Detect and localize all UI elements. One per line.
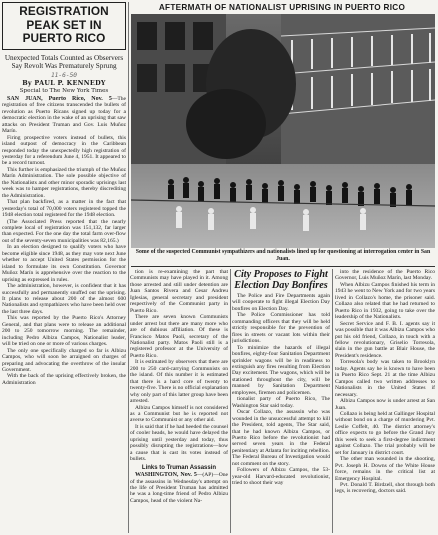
- col4-paragraph: Torresola's body was taken to Brooklyn today. Agents say he is known to have been in Puerto Rico Sept. 21 at the time Albizu Campos called two written addresses to Nationalists in the United States if necessary.: [335, 359, 435, 398]
- col4-paragraph: Albizu Campos now is under arrest at San Juan.: [335, 398, 435, 411]
- byline-name: By PAUL P. KENNEDY: [22, 79, 106, 88]
- article-subhead: Unexpected Totals Counted as Observers Say Revolt Was Prematurely Sprung: [4, 53, 124, 70]
- col2-paragraph: —(AP)—One of the assassins in Wednesday's attempt on the life of President Truman has admitted he was a long-time friend of Pedro Albizu Campos, head of the violent Na-: [130, 472, 228, 504]
- left-paragraph: With the back of the uprising effectively broken, the Administration: [2, 373, 126, 386]
- col3-paragraph: Followers of Albizu Campos, the 53-year-old Harvard-educated revolutionist, tried to shoot their way: [232, 467, 330, 487]
- column-rule: [230, 269, 231, 533]
- left-paragraph: This was reported by the Puerto Rico's Attorney General, and that plans were to release an additional 200 to 250 tomorrow morning. The remainder, including Pedro Albizu Campos, Nationalist leader, will be tried on one or more of various charges.: [2, 315, 126, 348]
- dateline: SAN JUAN, Puerto Rico, Nov. 5: [7, 95, 112, 102]
- left-paragraph: —The registration of free citizens transcended the bullets of revolution as Puerto Ricans signed up today for a democratic election in the wake of an uprising that saw attacks on President Truman and Gov. Luis Muñoz Marín.: [2, 95, 126, 135]
- col2-dateline: WASHINGTON, Nov. 5: [135, 472, 197, 479]
- col4-paragraph: Collazo is being held at Gallinger Hospital without bond on a charge of murdering Pvt. Leslie Coffelt, 40. The district attorney's office expects to go before the Grand Jury this week to seek a first-degree indictment against Collazo. The trial probably will be set for January in district court.: [335, 410, 435, 456]
- col3-paragraph: tionalist party of Puerto Rico, The Washington Star said today.: [232, 396, 330, 409]
- col2-paragraph: It is said that if he had heeded the counsel of cooler heads, he would have delayed the uprising until yesterday and today, thus possibly disrupting the registrations—how a cause that is cast its votes instead of bullets.: [130, 423, 228, 463]
- col2-paragraph: It is estimated by observers that there are 200 to 250 card-carrying Communists on the island. Of this number it is estimated that there is a hard core of twenty to twenty-five. There is no official explanation why only part of this latter group have been arrested.: [130, 359, 228, 405]
- photo-headline: AFTERMATH OF NATIONALIST UPRISING IN PUERTO RICO: [158, 3, 406, 12]
- col2-subhead: Links to Truman Assassin: [141, 464, 217, 471]
- column-2: [130, 269, 228, 533]
- col4-paragraph: When Albizu Campos finished his term in 1943 he went to New York and for two years lived in Collazo's home, the prisoner said. Collazo also related that he had returned to Puerto Rico in 1932, going to take over the leadership of the Nationalists.: [335, 281, 435, 321]
- col3-paragraph: The Police Commissioner has told commanding officers that they will be held strictly responsible for the prevention of fires in streets or vacant lots within their jurisdictions.: [232, 312, 330, 345]
- left-body: [2, 96, 126, 386]
- byline-note: Special to The New York Times: [19, 87, 109, 94]
- left-paragraph: The administration, however, is confident that it has successfully and permanently snuffed out the uprising. It plans to release about 200 of the almost 600 Nationalists and sympathizers who have been held over the last three days.: [2, 283, 126, 315]
- article-headline: REGISTRATION PEAK SET IN PUERTO RICO: [19, 4, 109, 45]
- col3-paragraph: The Police and Fire Departments again will cooperate to fight illegal Election Day bonfires on Election Day.: [232, 293, 330, 312]
- byline: [2, 80, 126, 94]
- handwritten-date: 11-6-50: [50, 72, 78, 80]
- col3-paragraph: Oscar Collazo, the assassin who was wounded in the unsuccessful attempt to kill the President, told agents, The Star said, that he had known Albizu Campos, or Puerto Rico before the revolutionist had served seven years in the Federal penitentiary at Atlanta for inciting rebellion. The Federal Bureau of Investigation would not comment on the story.: [232, 409, 330, 467]
- col2-paragraph: Albizu Campos himself is not considered as a Communist but he is reported not averse to Communist or any other aid.: [130, 404, 228, 424]
- left-paragraph: Firing prospective voters instead of bullets, this island outpost of democracy in the Caribbean responded today the unexpectedly high registration of yesterday for a referendum June 4, 1951. It appeared to be a record turnout.: [2, 134, 126, 167]
- col3-paragraph: To minimize the hazards of illegal bonfires, eighty-four Sanitation Department sprinkler wagons will be in readiness to extinguish any fires resulting from Election Day excitement. The wagons, which will be stationed throughout the city, will be manned by Sanitation Department employees, firemen and policemen.: [232, 344, 330, 396]
- col2-paragraph: tion is re-examining the part that Communists may have played in it. Among those arrested and still under detention are Juan Santos Rivera and Cesar Andreu Iglesias, general secretary and president respectively of the Communist party in Puerto Rico.: [130, 269, 228, 314]
- headline-box: [2, 2, 126, 50]
- col4-paragraph: The other man wounded in the shooting, Pvt. Joseph H. Downs of the White House force, remains in the critical list at Emergency Hospital.: [335, 456, 435, 482]
- column-rule: [332, 269, 333, 533]
- left-paragraph: This further is emphasized the triumph of the Muñoz Marín Administration. The sole possible objective of the Nationalists and other minor sporadic uprisings last week was to hamper registrations, thereby discrediting the Administration.: [2, 166, 126, 199]
- bonfire-headline: City Proposes to Fight Election Day Bonfires: [234, 269, 328, 291]
- column-3: [232, 269, 330, 533]
- col4-paragraph: into the residence of the Puerto Rico Governor, Luis Muñoz Marín, last Monday.: [335, 269, 435, 282]
- left-paragraph: The only one specifically charged so far is Albizu Campos, who will soon be arraigned on charges of preparing and advocating the overthrow of the insular Government.: [2, 347, 126, 373]
- news-photo: [131, 14, 435, 248]
- caption-rule: [131, 266, 435, 267]
- photo-illustration: [131, 14, 435, 248]
- col4-paragraph: Secret Service and F. B. I. agents say it was possible that it was Albizu Campos who put his old friend, Collazo, in touch with a fellow revolutionary, Griselio Torresola, slain in the gun battle at Blair House, the President's residence.: [335, 320, 435, 359]
- column-4: [335, 269, 435, 533]
- photo-caption: Some of the suspected Communist sympathizers and nationalists lined up for questioning at interrogation center in San Juan.: [135, 249, 431, 262]
- left-paragraph: (The Associated Press reported that the nearly complete local of registration was 151,132, far larger than expected. For the one day the total farm over-flow out of the seventy-seven municipalities was 82,165.): [2, 218, 126, 244]
- left-paragraph: In an election designed to qualify voters who have become eligible since 1948, as they may vote next June whether to accept United States permission for the island to formulate its own Constitution. Governor Muñoz Marín is apprehensive over the reaction to the uprising as expressed in rules.: [2, 244, 126, 283]
- col2-paragraph: There are seven known Communists under arrest but there are many more who are of dubious affiliation. Of these is Francisco Matos Paoli, secretary of the Nationalist party. Matos Paoli still is a registered professor at the University of Puerto Rico.: [130, 314, 228, 359]
- left-article: [2, 2, 126, 533]
- column-rule: [128, 2, 129, 533]
- col4-paragraph: Pvt. Donald T. Birdzell, shot through both legs, is recovering, doctors said.: [335, 481, 435, 495]
- left-paragraph: That plan backfired, as a matter in the fact that yesterday's total of 70,000 voters registered topped the 1948 election total registered for the 1948 election.: [2, 199, 126, 219]
